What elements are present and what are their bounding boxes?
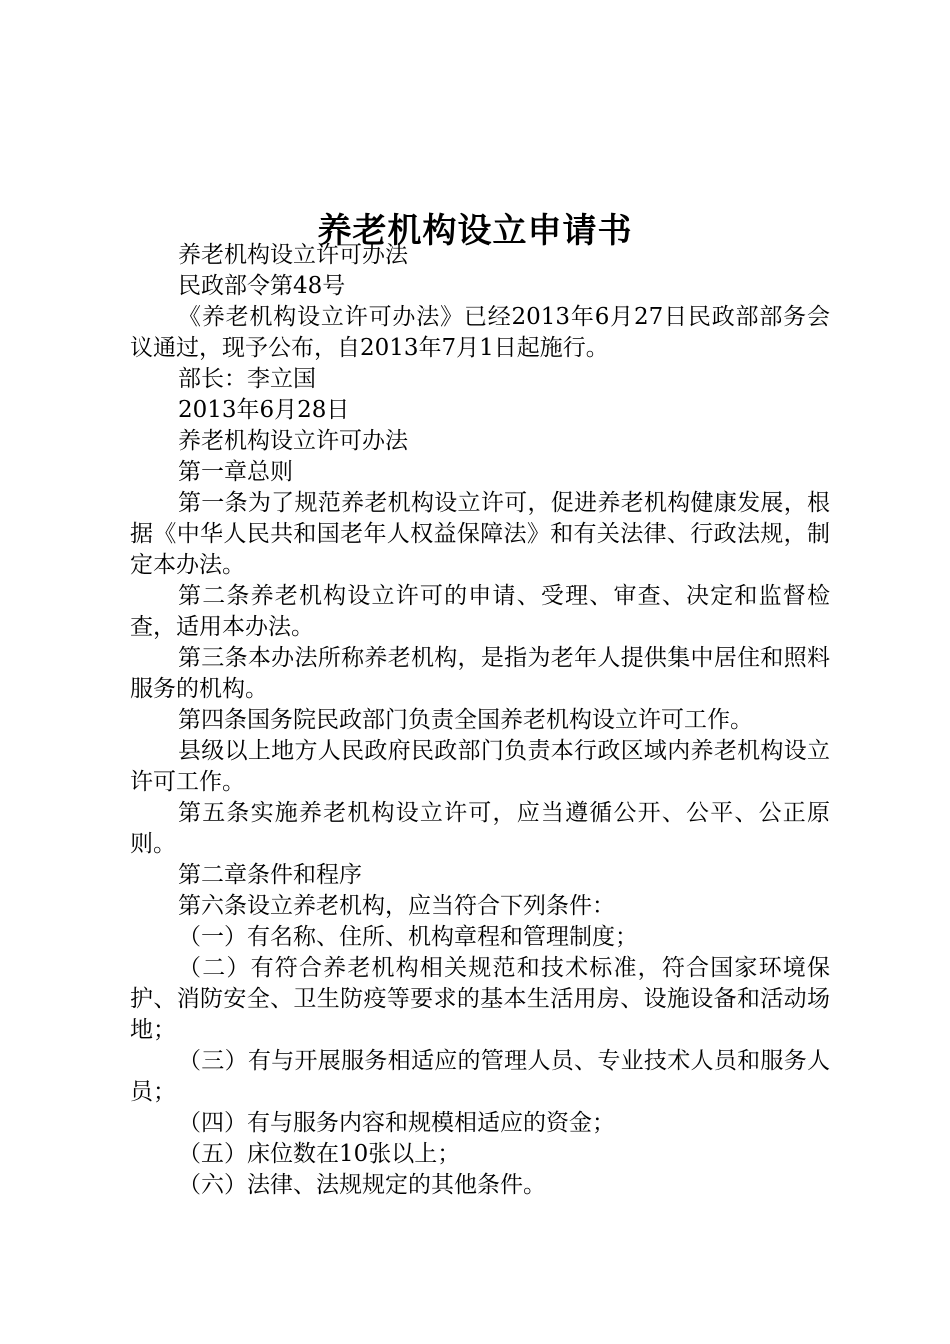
paragraph: 第五条实施养老机构设立许可，应当遵循公开、公平、公正原则。 (130, 800, 830, 857)
paragraph: 第六条设立养老机构，应当符合下列条件： (178, 893, 615, 919)
paragraph: 2013年6月28日 (178, 397, 350, 423)
paragraph: 养老机构设立许可办法 (178, 242, 408, 268)
paragraph: （六）法律、法规规定的其他条件。 (178, 1172, 546, 1198)
paragraph: 部长：李立国 (178, 366, 316, 392)
paragraph: 第一条为了规范养老机构设立许可，促进养老机构健康发展，根据《中华人民共和国老年人权益保障法》和有关法律、行政法规，制定本办法。 (130, 490, 830, 578)
paragraph: 第四条国务院民政部门负责全国养老机构设立许可工作。 (178, 707, 753, 733)
paragraph: 养老机构设立许可办法 (178, 428, 408, 454)
paragraph: 民政部令第48号 (178, 273, 346, 299)
paragraph: 第一章总则 (178, 459, 293, 485)
paragraph: 《养老机构设立许可办法》已经2013年6月27日民政部部务会议通过，现予公布，自2013年7月1日起施行。 (130, 304, 830, 361)
paragraph: （二）有符合养老机构相关规范和技术标准，符合国家环境保护、消防安全、卫生防疫等要求的基本生活用房、设施设备和活动场地； (130, 955, 830, 1043)
document-body (130, 240, 830, 1201)
paragraph: 第二条养老机构设立许可的申请、受理、审查、决定和监督检查，适用本办法。 (130, 583, 830, 640)
paragraph: （五）床位数在10张以上； (178, 1141, 461, 1167)
document-title: 养老机构设立申请书 (317, 210, 633, 251)
paragraph: （三）有与开展服务相适应的管理人员、专业技术人员和服务人员； (130, 1048, 830, 1105)
paragraph: （一）有名称、住所、机构章程和管理制度； (178, 924, 638, 950)
paragraph: 第二章条件和程序 (178, 862, 362, 888)
paragraph: （四）有与服务内容和规模相适应的资金； (178, 1110, 615, 1136)
paragraph: 第三条本办法所称养老机构，是指为老年人提供集中居住和照料服务的机构。 (130, 645, 830, 702)
paragraph: 县级以上地方人民政府民政部门负责本行政区域内养老机构设立许可工作。 (130, 738, 830, 795)
